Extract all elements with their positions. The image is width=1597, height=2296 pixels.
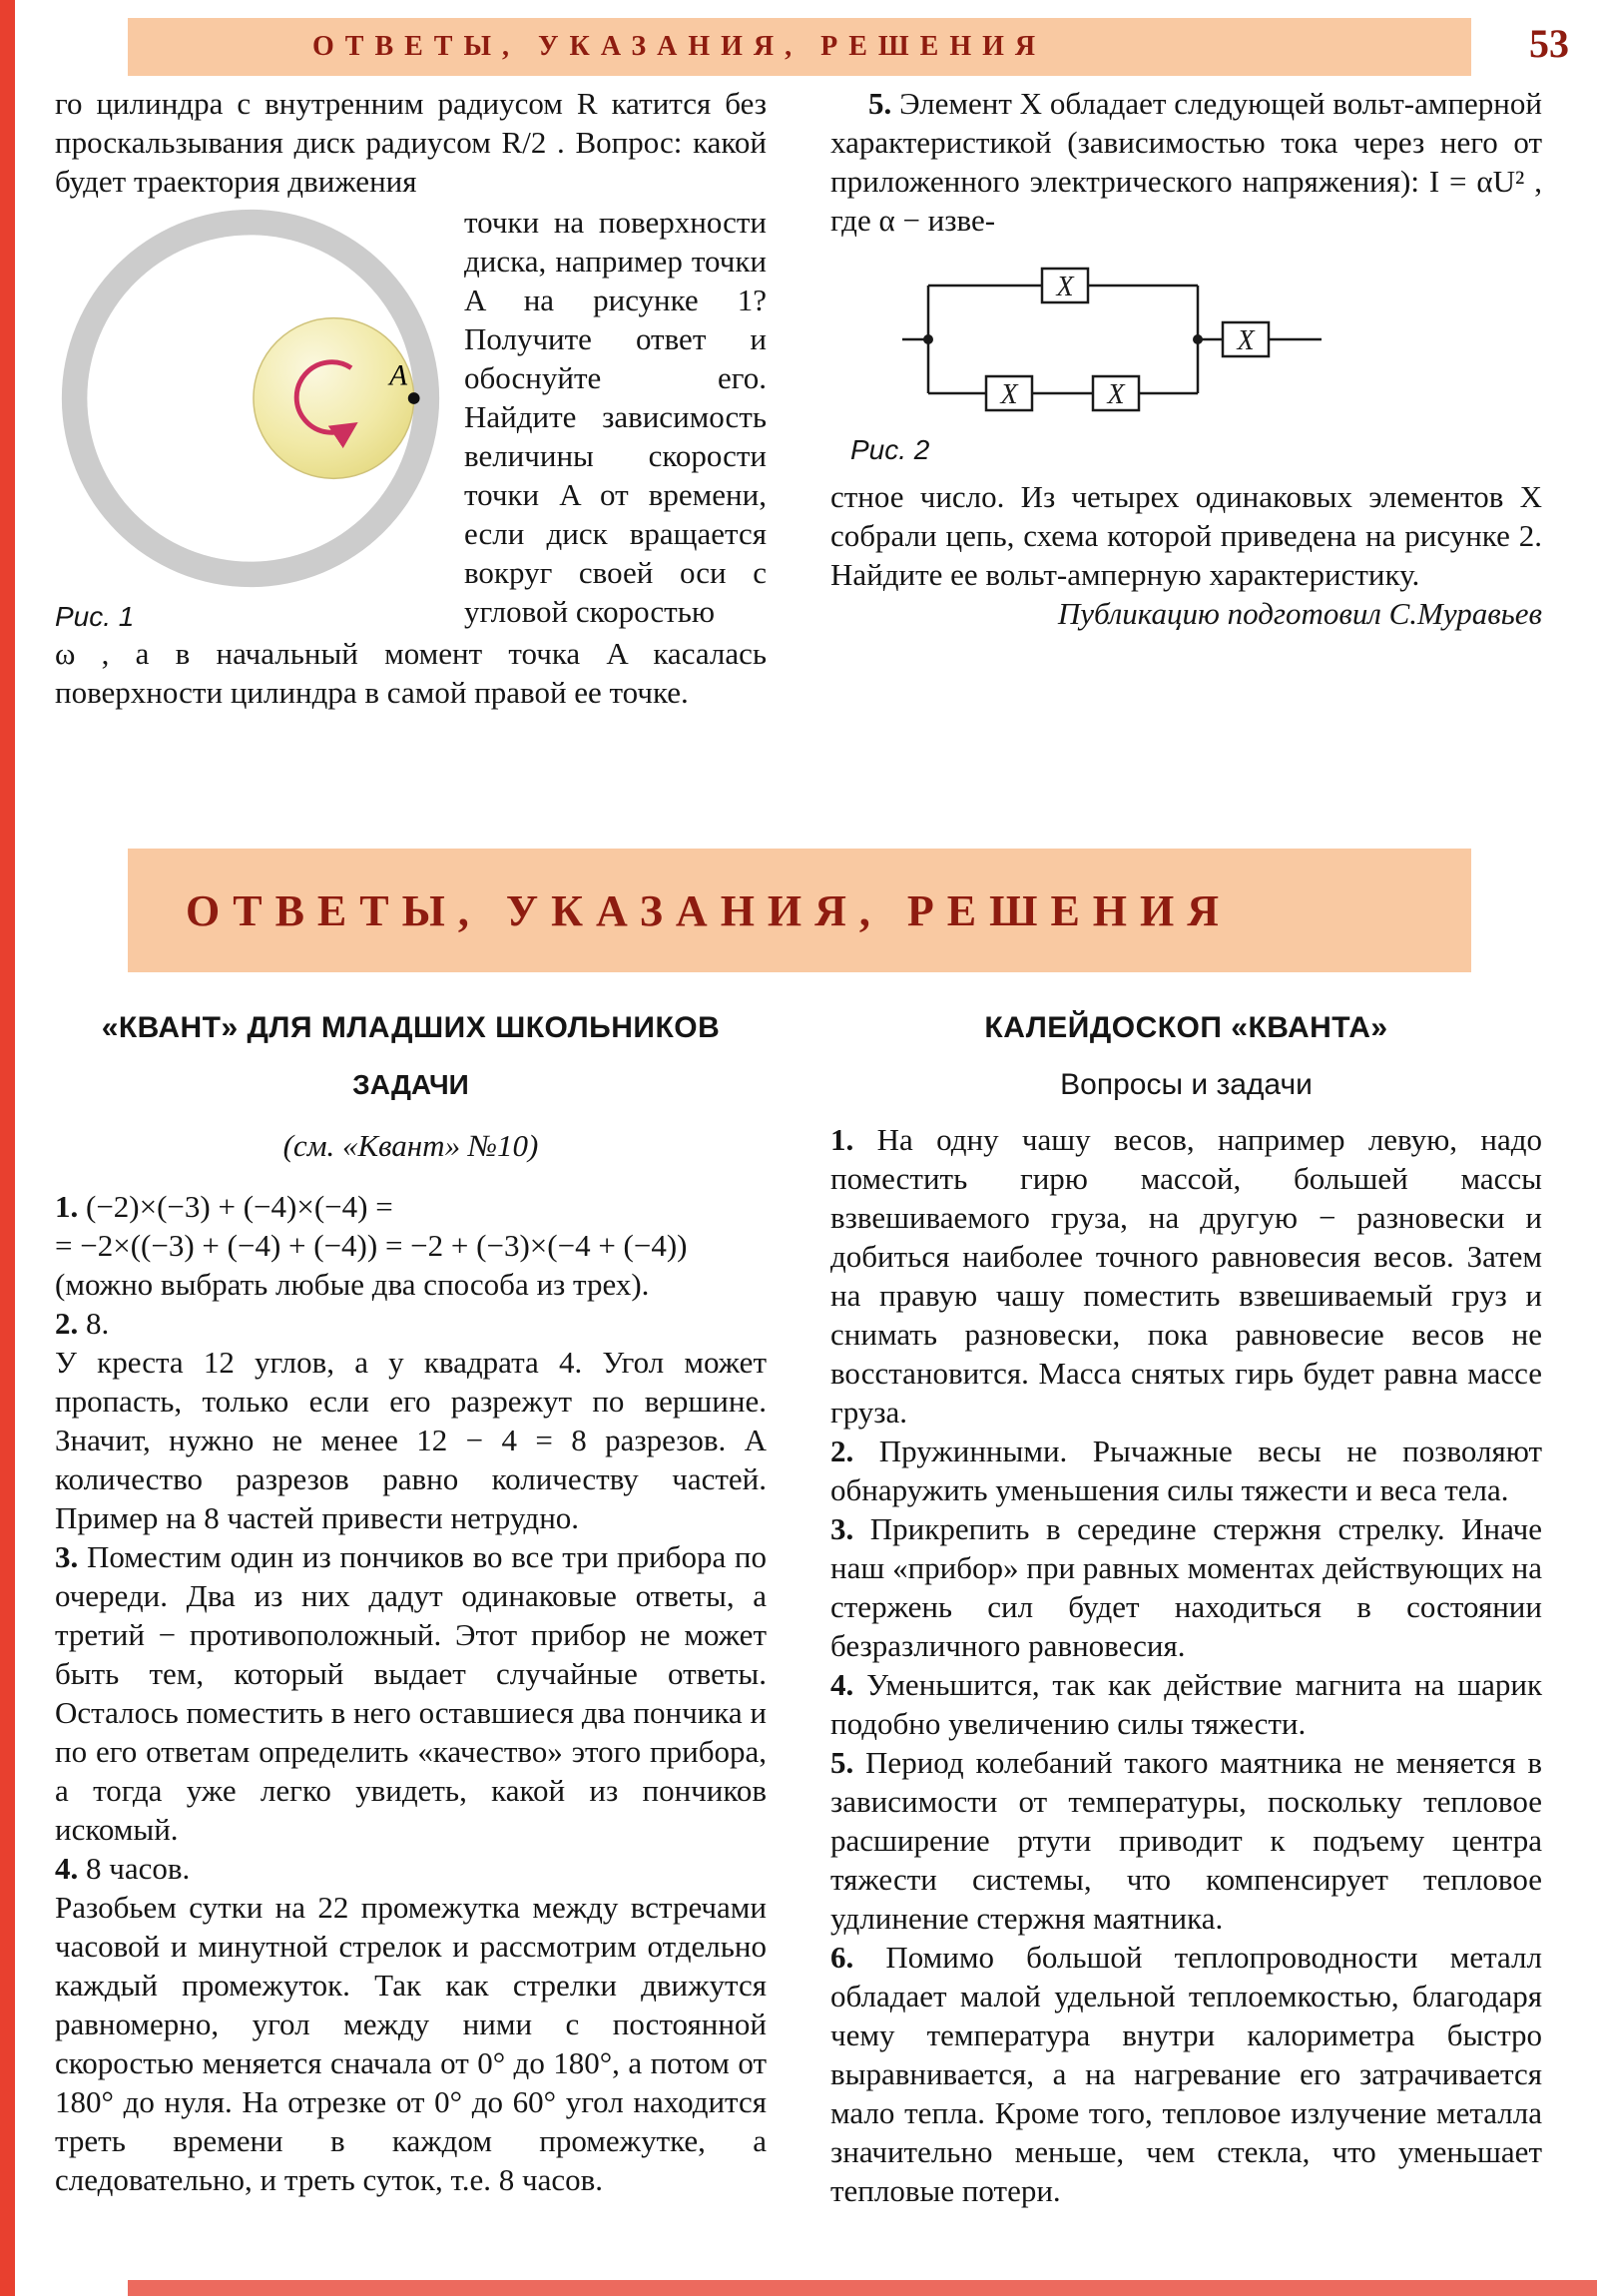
answer-item (830, 1938, 1542, 2210)
element-x-label: X (1000, 379, 1018, 410)
figure-1 (55, 203, 446, 634)
answer-number: 1. (830, 1122, 854, 1157)
left-node-dot (923, 334, 933, 344)
element-x-label: X (1237, 325, 1255, 356)
top-section (55, 84, 1542, 712)
figure1-row (55, 203, 767, 634)
column-kaleidoscope (830, 1006, 1542, 2210)
column-subheading: Вопросы и задачи (1060, 1068, 1313, 1101)
paragraph: го цилиндра с внутренним радиусом R катится без проскальзывания диск радиусом R/2 . Вопрос: какой будет траектория движения (55, 86, 767, 199)
math-line: (−2)×(−3) + (−4)×(−4) = (86, 1189, 393, 1224)
byline: Публикацию подготовил С.Муравьев (1057, 596, 1542, 631)
figure-2 (850, 256, 1326, 467)
answer-number: 3. (55, 1539, 79, 1574)
answer-item (55, 1537, 767, 1849)
answer-item (55, 1849, 767, 1888)
column-subheading: ЗАДАЧИ (352, 1069, 469, 1100)
paragraph (830, 84, 1542, 240)
point-a-label: A (389, 359, 408, 392)
column-cylinder-problem (55, 84, 767, 712)
answer-item (55, 1187, 767, 1304)
answer-text: 8. (86, 1306, 110, 1341)
answer-item (830, 1665, 1542, 1743)
answer-text: Уменьшится, так как действие магнита на шарик подобно увеличению силы тяжести. (830, 1667, 1543, 1741)
figure1-caption: Рис. 1 (55, 601, 135, 632)
element-x-label: X (1056, 272, 1074, 302)
left-accent-bar (0, 0, 15, 2296)
answer-number: 4. (55, 1851, 79, 1886)
answer-number: 5. (830, 1745, 854, 1780)
answer-item (830, 1509, 1542, 1665)
section-banner-title: ОТВЕТЫ, УКАЗАНИЯ, РЕШЕНИЯ (186, 885, 1233, 935)
answer-text: Поместим один из пончиков во все три прибора по очереди. Два из них дадут одинаковые ответы, а третий − противоположный. Этот прибор не может быть тем, который выдает случайные ответы. Осталось поместить в него оставшиеся два пончика и по его ответам определить «качество» этого прибора, а тогда уже легко увидеть, какой из пончиков искомый. (55, 1539, 767, 1847)
answer-text: На одну чашу весов, например левую, надо поместить гирю массой, большей массы взвешиваемого груза, на другую − разновески и добиться наиболее точного равновесия весов. Затем на правую чашу поместить взвешиваемый груз и снимать разновески, пока равновесие весов не восстановится. Масса снятых гирь будет равна массе груза. (830, 1122, 1543, 1430)
answer-item: Разобьем сутки на 22 промежутка между встречами часовой и минутной стрелок и рассмотрим отдельно каждый промежуток. Так как стрелки движутся равномерно, угол между ними с постоянной скоростью меняется сначала от 0° до 180°, а потом от 180° до нуля. На отрезке от 0° до 60° угол находится треть времени в каждом промежутке, а следовательно, и треть суток, т.е. 8 часов. (55, 1890, 767, 2197)
answers-section (55, 1006, 1542, 2210)
column-younger-schoolers (55, 1006, 767, 2210)
answer-item (830, 1743, 1542, 1938)
answer-text: Период колебаний такого маятника не меняется в зависимости от температуры, поскольку тепловое расширение ртути приводит к подъему центра тяжести системы, что компенсирует тепловое удлинение стержня маятника. (830, 1745, 1543, 1936)
answer-text: Пружинными. Рычажные весы не позволяют обнаружить уменьшения силы тяжести и веса тела. (830, 1434, 1543, 1507)
running-head: ОТВЕТЫ, УКАЗАНИЯ, РЕШЕНИЯ (312, 31, 1047, 62)
math-line: = −2×((−3) + (−4) + (−4)) = −2 + (−3)×(−4 + (−4)) (55, 1228, 688, 1263)
section-banner (128, 849, 1471, 972)
answer-number: 2. (55, 1306, 79, 1341)
figure1-drawing (55, 203, 446, 594)
math-note: (можно выбрать любые два способа из трех). (55, 1267, 650, 1302)
answer-text: 8 часов. (86, 1851, 191, 1886)
answer-text: Прикрепить в середине стержня стрелку. Иначе наш «прибор» при равных моментах действующих на стержень сил будет находиться в состоянии безразличного равновесия. (830, 1511, 1543, 1663)
column-heading: «КВАНТ» ДЛЯ МЛАДШИХ ШКОЛЬНИКОВ (101, 1011, 721, 1044)
paragraph: ω , а в начальный момент точка A касалась поверхности цилиндра в самой правой ее точке. (55, 636, 767, 710)
header-banner (128, 18, 1471, 76)
paragraph: стное число. Из четырех одинаковых элементов X собрали цепь, схема которой приведена на рисунке 2. Найдите ее вольт-амперную характеристику. (830, 479, 1542, 592)
answer-number: 6. (830, 1940, 854, 1975)
element-x-label: X (1107, 379, 1125, 410)
point-a-dot (408, 392, 420, 404)
figure2-caption: Рис. 2 (850, 434, 930, 465)
column-problem-5 (830, 84, 1542, 712)
bottom-accent-bar (128, 2280, 1597, 2296)
answer-text: Помимо большой теплопроводности металл обладает малой удельной теплоемкостью, благодаря чему температура внутри калориметра быстро выравнивается, а на нагревание его затрачивается мало тепла. Кроме того, тепловое излучение металла значительно меньше, чем стекла, что уменьшает тепловые потери. (830, 1940, 1542, 2208)
answer-item (830, 1432, 1542, 1509)
answer-item (830, 1120, 1542, 1432)
answer-number: 1. (55, 1189, 79, 1224)
answer-number: 3. (830, 1511, 854, 1546)
paragraph-text: Элемент X обладает следующей вольт-амперной характеристикой (зависимостью тока через него от приложенного электрического напряжения): I = αU² , где α − изве- (830, 86, 1542, 238)
answer-item (55, 1304, 767, 1343)
rolling-disk (254, 318, 414, 479)
figure2-circuit (894, 256, 1326, 423)
right-node-dot (1193, 334, 1203, 344)
column-heading: КАЛЕЙДОСКОП «КВАНТА» (984, 1011, 1388, 1044)
page-number: 53 (1529, 21, 1569, 66)
problem-number: 5. (868, 86, 892, 121)
issue-reference: (см. «Квант» №10) (282, 1128, 539, 1163)
paragraph: точки на поверхности диска, например точки A на рисунке 1? Получите ответ и обоснуйте его. Найдите зависимость величины скорости точки A от времени, если диск вращается вокруг своей оси с угловой скоростью (464, 205, 767, 629)
answer-number: 4. (830, 1667, 854, 1702)
answer-item: У креста 12 углов, а у квадрата 4. Угол может пропасть, только если его разрежут по вершине. Значит, нужно не менее 12 − 4 = 8 разрезов. А количество разрезов равно количеству частей. Пример на 8 частей привести нетрудно. (55, 1345, 767, 1535)
element-boxes (986, 269, 1269, 410)
answer-number: 2. (830, 1434, 854, 1468)
